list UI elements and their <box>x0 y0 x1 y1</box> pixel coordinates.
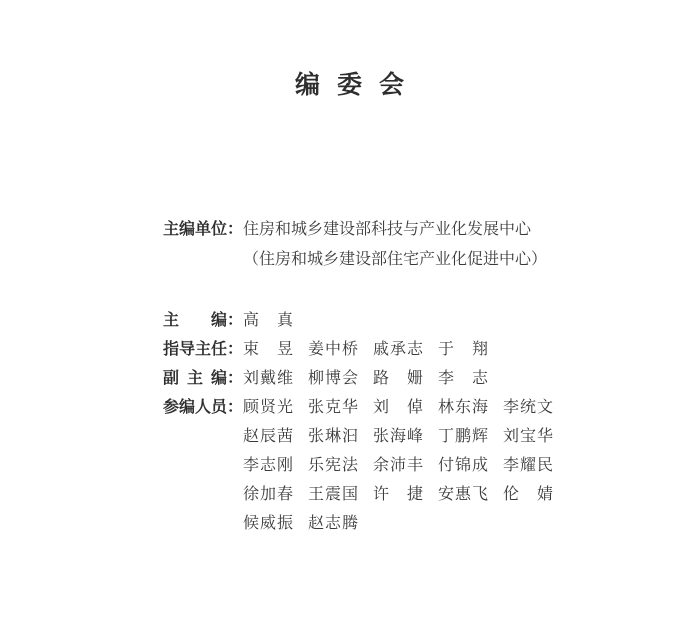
member-names <box>243 451 553 480</box>
member-name: 张琳汩 <box>308 428 358 445</box>
member-name: 高 真 <box>243 312 293 329</box>
role-row-deputy-editors <box>163 364 553 393</box>
role-colon: ： <box>227 312 244 329</box>
member-name: 戚承志 <box>373 341 423 358</box>
member-name: 柳博会 <box>308 370 358 387</box>
chief-editor-unit-colon: ： <box>227 221 244 238</box>
chief-editor-unit-name: 住房和城乡建设部科技与产业化发展中心 <box>243 221 532 238</box>
member-names <box>243 422 553 451</box>
role-row-contributors-5 <box>163 509 553 538</box>
role-label: 参编人员 <box>163 399 228 416</box>
member-name: 张海峰 <box>373 428 423 445</box>
member-name: 李统文 <box>503 399 553 416</box>
member-name: 伦 婧 <box>503 486 553 503</box>
member-name: 林东海 <box>438 399 488 416</box>
role-label: 副 主 编 <box>163 370 227 387</box>
role-label: 主 编 <box>163 312 227 329</box>
role-row-contributors-2 <box>163 422 553 451</box>
member-name: 李 志 <box>438 370 488 387</box>
role-row-contributors-3 <box>163 451 553 480</box>
member-name: 李志刚 <box>243 457 293 474</box>
member-name: 许 捷 <box>373 486 423 503</box>
chief-editor-unit-row2 <box>163 245 547 275</box>
role-row-contributors-1 <box>163 393 553 422</box>
member-names <box>243 335 488 364</box>
member-name: 丁鹏辉 <box>438 428 488 445</box>
member-names <box>243 393 553 422</box>
roles-list <box>163 306 553 538</box>
chief-editor-unit-label: 主编单位 <box>163 221 228 238</box>
member-names <box>243 480 553 509</box>
member-name: 李耀民 <box>503 457 553 474</box>
role-row-chief-editor <box>163 306 553 335</box>
role-label: 指导主任 <box>163 341 228 358</box>
page-title: 编 委 会 <box>295 71 405 99</box>
role-row-guidance-directors <box>163 335 553 364</box>
role-colon: ： <box>227 370 244 387</box>
chief-editor-unit-row <box>163 215 547 245</box>
member-name: 余沛丰 <box>373 457 423 474</box>
member-name: 刘 倬 <box>373 399 423 416</box>
role-row-contributors-4 <box>163 480 553 509</box>
member-name: 路 姗 <box>373 370 423 387</box>
role-colon: ： <box>227 341 244 358</box>
member-name: 安惠飞 <box>438 486 488 503</box>
member-name: 姜中桥 <box>308 341 358 358</box>
member-name: 赵辰茜 <box>243 428 293 445</box>
member-name: 刘宝华 <box>503 428 553 445</box>
member-name: 徐加春 <box>243 486 293 503</box>
member-names <box>243 509 358 538</box>
member-name: 王震国 <box>308 486 358 503</box>
member-name: 于 翔 <box>438 341 488 358</box>
chief-editor-unit-alt-name: （住房和城乡建设部住宅产业化促进中心） <box>243 251 548 268</box>
member-name: 张克华 <box>308 399 358 416</box>
member-name: 候威振 <box>243 515 293 532</box>
member-name: 顾贤光 <box>243 399 293 416</box>
member-name: 赵志腾 <box>308 515 358 532</box>
member-names <box>243 306 293 335</box>
member-name: 乐宪法 <box>308 457 358 474</box>
member-names <box>243 364 488 393</box>
member-name: 付锦成 <box>438 457 488 474</box>
role-colon: ： <box>227 399 244 416</box>
member-name: 束 昱 <box>243 341 293 358</box>
chief-editor-unit-block <box>163 215 547 275</box>
member-name: 刘戴维 <box>243 370 293 387</box>
